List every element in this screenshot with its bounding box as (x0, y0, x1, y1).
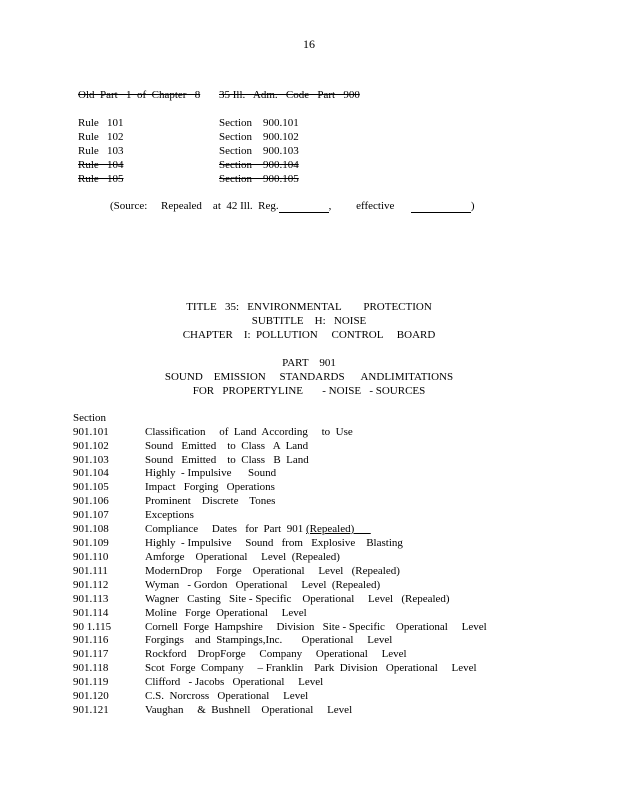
repealed-marker: (Repealed) (306, 523, 371, 535)
section-number: 901.106 (73, 495, 109, 507)
section-label-struck: Section 900.105 (219, 173, 299, 185)
rule-label: Rule 102 (78, 131, 124, 143)
section-title: Highly - Impulsive Sound from Explosive Blasting (145, 537, 403, 549)
section-number: 901.120 (73, 690, 109, 702)
section-number: 901.107 (73, 509, 109, 521)
section-title (145, 522, 371, 536)
section-number: 901.109 (73, 537, 109, 549)
section-label: Section 900.102 (219, 131, 299, 143)
section-label-struck: Section 900.104 (219, 159, 299, 171)
section-title: Wagner Casting Site - Specific Operational Level (Repealed) (145, 593, 450, 605)
old-part-label: Old Part 1 of Chapter 8 (78, 89, 201, 101)
section-number: 901.111 (73, 565, 108, 577)
section-title: Scot Forge Company – Franklin Park Division Operational Level (145, 662, 477, 674)
section-title: Sound Emitted to Class B Land (145, 454, 309, 466)
source-effective: , effective (328, 200, 395, 212)
section-number: 901.102 (73, 440, 109, 452)
section-number: 90 1.115 (73, 621, 112, 633)
section-title: ModernDrop Forge Operational Level (Repealed) (145, 565, 400, 577)
register-blank (279, 200, 329, 213)
section-number: 901.112 (73, 579, 109, 591)
title-heading: TITLE 35: ENVIRONMENTAL PROTECTION (186, 301, 432, 313)
section-title: Clifford - Jacobs Operational Level (145, 676, 324, 688)
section-title: Sound Emitted to Class A Land (145, 440, 309, 452)
rule-label: Rule 101 (78, 117, 124, 129)
section-number: 901.121 (73, 704, 109, 716)
page-number: 16 (303, 37, 315, 51)
section-number: 901.117 (73, 648, 109, 660)
section-title: Wyman - Gordon Operational Level (Repealed) (145, 579, 381, 591)
section-title: Classification of Land According to Use (145, 426, 353, 438)
section-number: 901.113 (73, 593, 109, 605)
section-title: Exceptions (145, 509, 194, 521)
section-number: 901.104 (73, 467, 109, 479)
rule-label-struck: Rule 105 (78, 173, 124, 185)
section-title-text: Compliance Dates for Part 901 (145, 523, 306, 535)
section-title: Amforge Operational Level (Repealed) (145, 551, 340, 563)
section-title: C.S. Norcross Operational Level (145, 690, 309, 702)
section-title: Prominent Discrete Tones (145, 495, 276, 507)
source-suffix: ) (470, 200, 475, 212)
source-note (110, 199, 475, 213)
part-title-line-1: SOUND EMISSION STANDARDS ANDLIMITATIONS (164, 371, 454, 383)
section-label: Section 900.101 (219, 117, 299, 129)
subtitle-heading: SUBTITLE H: NOISE (251, 315, 367, 327)
section-number: 901.114 (73, 607, 109, 619)
section-title: Forgings and Stampings,Inc. Operational Level (145, 634, 393, 646)
new-part-label: 35 Ill. Adm. Code Part 900 (219, 89, 360, 101)
rule-label: Rule 103 (78, 145, 124, 157)
section-number: 901.103 (73, 454, 109, 466)
section-title: Highly - Impulsive Sound (145, 467, 277, 479)
section-number: 901.118 (73, 662, 109, 674)
section-number: 901.105 (73, 481, 109, 493)
section-label: Section 900.103 (219, 145, 299, 157)
section-number: 901.116 (73, 634, 109, 646)
part-title-line-2: FOR PROPERTYLINE - NOISE - SOURCES (192, 385, 426, 397)
section-number: 901.119 (73, 676, 109, 688)
part-heading: PART 901 (282, 357, 336, 369)
section-title: Impact Forging Operations (145, 481, 275, 493)
section-number: 901.108 (73, 523, 109, 535)
section-title: Rockford DropForge Company Operational Level (145, 648, 407, 660)
section-number: 901.101 (73, 426, 109, 438)
chapter-heading: CHAPTER I: POLLUTION CONTROL BOARD (182, 329, 436, 341)
section-column-label: Section (73, 412, 106, 424)
effective-date-blank (411, 200, 471, 213)
section-title: Vaughan & Bushnell Operational Level (145, 704, 353, 716)
section-title: Moline Forge Operational Level (145, 607, 307, 619)
section-title: Cornell Forge Hampshire Division Site - Specific Operational Level (145, 621, 487, 633)
section-number: 901.110 (73, 551, 109, 563)
source-prefix: (Source: Repealed at 42 Ill. Reg. (110, 200, 279, 212)
rule-label-struck: Rule 104 (78, 159, 124, 171)
